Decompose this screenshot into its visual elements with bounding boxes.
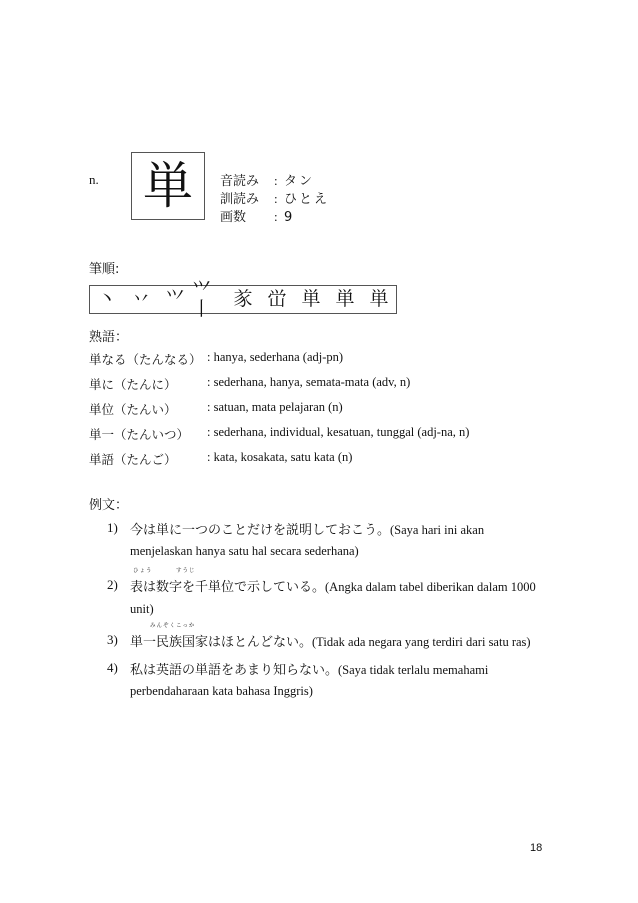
example-line	[130, 631, 531, 650]
reading-label: 音読み	[220, 174, 260, 189]
page-number: 18	[530, 842, 543, 854]
stroke-step: ⺍丨	[192, 278, 212, 320]
example-translation-cont: menjelaskan hanya satu hal secara sederhana)	[130, 544, 359, 558]
example-translation: (Tidak ada negara yang terdiri dari satu ras)	[312, 635, 531, 649]
example-japanese: 今は単に一つのことだけを説明しておこう。	[130, 523, 391, 538]
example-japanese: 単一民族国家はほとんどない。	[130, 635, 313, 650]
vocabulary-label: 熟語：	[89, 330, 129, 345]
example-translation-cont: unit)	[130, 602, 154, 616]
furigana: すうじ	[176, 568, 196, 574]
furigana: ひょう	[133, 568, 153, 574]
example-translation: (Saya hari ini akan	[390, 523, 485, 537]
reading-stroke-count: 画数 : 9	[220, 209, 295, 225]
vocab-word: 単語（たんご）	[89, 452, 177, 467]
vocab-meaning: : sederhana, hanya, semata-mata (adv, n)	[207, 375, 411, 389]
example-translation-cont: perbendaharaan kata bahasa Inggris)	[130, 684, 313, 698]
reading-value: ひとえ	[284, 192, 330, 207]
example-japanese: 私は英語の単語をあまり知らない。	[130, 663, 339, 678]
stroke-step: 㒸	[233, 288, 253, 310]
stroke-step: 単	[301, 288, 321, 310]
reading-onyomi: 音読み : タン	[220, 173, 315, 189]
vocab-meaning: : satuan, mata pelajaran (n)	[207, 400, 343, 414]
example-line	[130, 659, 488, 678]
kanji-character: 単	[143, 157, 193, 215]
furigana: みんぞくこっか	[150, 623, 196, 629]
kanji-box	[131, 152, 205, 220]
example-translation: (Angka dalam tabel diberikan dalam 1000	[325, 580, 536, 594]
example-number: 2)	[107, 577, 118, 592]
entry-number: n.	[89, 172, 99, 187]
example-number: 1)	[107, 520, 118, 535]
example-number: 4)	[107, 660, 118, 675]
reading-label: 訓読み	[220, 192, 260, 207]
stroke-step: 丷	[131, 288, 151, 310]
vocab-meaning: : hanya, sederhana (adj-pn)	[207, 350, 344, 364]
vocab-word: 単一（たんいつ）	[89, 427, 190, 442]
example-japanese: 表は数字を千単位で示している。	[130, 580, 326, 595]
stroke-step: 峃	[267, 288, 287, 310]
reading-value: タン	[284, 174, 315, 189]
example-translation: (Saya tidak terlalu memahami	[338, 663, 489, 677]
stroke-step: ⺍	[165, 288, 185, 310]
example-line	[130, 576, 536, 595]
stroke-step: 単	[369, 288, 389, 310]
stroke-step: 単	[335, 288, 355, 310]
vocab-word: 単に（たんに）	[89, 377, 177, 392]
vocab-meaning: : kata, kosakata, satu kata (n)	[207, 450, 353, 464]
stroke-step: 丶	[97, 288, 117, 310]
stroke-order-label: 筆順:	[89, 262, 120, 277]
vocab-word: 単位（たんい）	[89, 402, 177, 417]
example-line	[130, 519, 484, 538]
vocab-word: 単なる（たんなる）	[89, 352, 202, 367]
example-number: 3)	[107, 632, 118, 647]
stroke-order-strip	[89, 278, 397, 320]
examples-label: 例文：	[89, 498, 129, 513]
reading-label: 画数	[220, 210, 247, 225]
vocab-meaning: : sederhana, individual, kesatuan, tunggal (adj-na, n)	[207, 425, 470, 439]
reading-kunyomi: 訓読み : ひとえ	[220, 191, 330, 207]
reading-value: 9	[284, 210, 295, 225]
